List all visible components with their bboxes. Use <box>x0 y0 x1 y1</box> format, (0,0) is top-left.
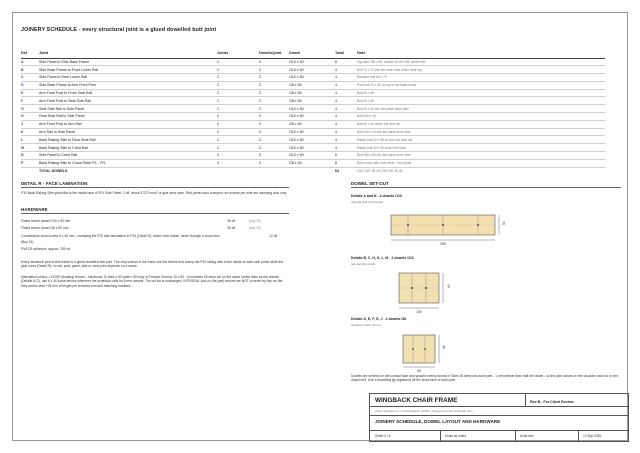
cell-joints: 2 <box>217 81 259 89</box>
table-row <box>21 81 605 89</box>
table-row <box>21 89 605 97</box>
cell-total: 4 <box>335 97 357 105</box>
part-face <box>403 335 435 363</box>
cell-note: Post butt 70 x 30 on top of the base frame <box>357 81 605 89</box>
dowel-hole <box>407 224 409 226</box>
cell-dowel: O10 x 50 <box>289 105 335 113</box>
cell-dowels-per-joint: 2 <box>259 89 289 97</box>
cell-det: A <box>21 58 39 66</box>
cell-dowel: O10 x 50 <box>289 144 335 152</box>
cell-joint: Side Panel to Side Base Frame <box>39 58 217 66</box>
cell-joints: 2 <box>217 152 259 160</box>
cell-dowel: O8 x 50 <box>289 81 335 89</box>
cell-joint: Seat Side Rail to Side Panel <box>39 105 217 113</box>
cell-dowels-per-joint: 2 <box>259 81 289 89</box>
cell-det: D <box>21 81 39 89</box>
cell-total: 4 <box>335 144 357 152</box>
hardware-label: Fluted beech dowel O10 x 50 mm <box>21 219 71 223</box>
table-row <box>21 97 605 105</box>
cell-joints: 2 <box>217 120 259 128</box>
col-header-dowels-per-joint: Dowels/joint <box>259 51 289 58</box>
cell-joint: Back Raking Stile to Crest Rail <box>39 144 217 152</box>
drawing-sheet <box>12 12 628 441</box>
dim-width-label: 100 <box>416 310 422 314</box>
divider <box>21 187 289 188</box>
hardware-note-1: Every structural joint in this frame is a glued dowelled butt joint. The only screws in the frame are the twelve that cramp the P10 raking stile to the inside of each side panel while the glue cures (Detail R); no rail, post, panel, stile or crest joint depends on a screw. <box>21 260 284 269</box>
table-row <box>21 74 605 82</box>
cell-joint: Side Base Frame to Front Lower Rail <box>39 66 217 74</box>
cell-joints: 2 <box>217 128 259 136</box>
cell-joint: Arm Front Post to Arm Rail <box>39 120 217 128</box>
cell-dowel: O10 x 50 <box>289 113 335 121</box>
detail-de-subtitle: sections under 40 mm <box>351 323 382 327</box>
cell-dowels-per-joint: 2 <box>259 136 289 144</box>
cell-dowel: O8 x 50 <box>289 89 335 97</box>
cell-dowel: O10 x 50 <box>289 128 335 136</box>
cell-joints: 2 <box>217 136 259 144</box>
cell-dowel: O8 x 50 <box>289 159 335 167</box>
cell-total: 4 <box>335 89 357 97</box>
cell-dowel: O10 x 50 <box>289 74 335 82</box>
cell-dowel: O10 x 50 <box>289 136 335 144</box>
cell-note: Butt 40 x 40 <box>357 89 605 97</box>
cell-note: Butt 150 x 40 into the panel inner face <box>357 128 605 136</box>
dowel-diagram-de <box>351 329 471 373</box>
cell-dowels-per-joint: 3 <box>259 152 289 160</box>
hardware-qty: 26 off <box>227 226 236 230</box>
hardware-heading: HARDWARE <box>21 207 48 212</box>
cell-total: 8 <box>335 159 357 167</box>
cell-joint: Back Raking Stile to Rear Seat Rail <box>39 136 217 144</box>
cell-joints: 2 <box>217 58 259 66</box>
divider <box>370 406 629 407</box>
cell-det: J <box>21 120 39 128</box>
revision-label: Rev B - For Client Review <box>530 400 574 404</box>
cell-det: E <box>21 89 39 97</box>
table-row <box>21 66 605 74</box>
cell-dowel: O10 x 50 <box>289 152 335 160</box>
total-note: O10 x 50: 38 off; O8 x 50: 26 off <box>357 169 403 174</box>
cell-joints: 2 <box>217 89 259 97</box>
divider <box>440 430 441 442</box>
divider <box>515 430 516 442</box>
cell-joint: Arm Front Post to Seat Side Rail <box>39 97 217 105</box>
cell-joints: 2 <box>217 113 259 121</box>
page-title: JOINERY SCHEDULE - every structural joint is a glued dowelled butt joint <box>21 27 217 33</box>
cell-joint: Arm Rail to Side Panel <box>39 128 217 136</box>
units-label: Units mm <box>520 434 534 438</box>
cell-dowel: O8 x 50 <box>289 120 335 128</box>
cell-dowels-per-joint: 2 <box>259 74 289 82</box>
hardware-label: Countersunk wood screw 5 x 45 mm - cramping the P10 stile lamination to P01 (Detail R); driven from inside, never through a show face <box>21 234 220 238</box>
cell-joints: 2 <box>217 105 259 113</box>
detail-de-title: Details D, E, F, G, J - 2 dowels O8 <box>351 317 407 321</box>
cell-dowel: O10 x 50 <box>289 58 335 66</box>
table-row <box>21 128 605 136</box>
detail-r-heading: DETAIL R - FACE LAMINATION <box>21 181 88 186</box>
dowel-diagram-bc <box>351 269 471 315</box>
divider <box>351 187 621 188</box>
sheet-number: Sheet 3 / 6 <box>375 434 391 438</box>
cell-total: 4 <box>335 136 357 144</box>
hardware-label: PVA D3 adhesive, approx. 250 ml <box>21 247 71 251</box>
hardware-label: (Buy 16) <box>21 240 34 244</box>
cell-det: K <box>21 128 39 136</box>
scale-label: Scale as noted <box>445 434 467 438</box>
divider <box>370 415 629 416</box>
cell-joints: 4 <box>217 159 259 167</box>
title-block-caption: Client: Branden G. | Cad Drawlink 10396 | Prepared by Ahmet Burak Yeni <box>375 409 473 413</box>
divider <box>370 430 629 431</box>
detail-an-subtitle: dog leg and crest joints <box>351 200 383 204</box>
cell-dowels-per-joint: 2 <box>259 120 289 128</box>
cell-det: N <box>21 152 39 160</box>
cell-joint: Side Base Frame to Arm Front Post <box>39 81 217 89</box>
divider <box>578 430 579 442</box>
cell-det: M <box>21 144 39 152</box>
cell-dowels-per-joint: 2 <box>259 128 289 136</box>
detail-an-title: Details A and N - 3 dowels O10 <box>351 194 402 198</box>
col-header-total: Total <box>335 51 357 58</box>
cell-joint: Rear Seat Rail to Side Panel <box>39 113 217 121</box>
divider <box>525 394 526 406</box>
hardware-unit: (buy 40) <box>249 219 262 223</box>
table-row <box>21 113 605 121</box>
cell-dowels-per-joint: 2 <box>259 105 289 113</box>
cell-note: Lay face 255 x 50; dowels on the 255 centre line <box>357 58 605 66</box>
cell-joint: Back Raking Stile to Cross Rails P/1 - P/2 <box>39 159 217 167</box>
hardware-item-dowel-10 <box>21 219 269 223</box>
cell-note: Both cross rails, both ends - four joints <box>357 159 605 167</box>
cell-note: Butt 70 x 70 into the inner face of the front leg <box>357 66 605 74</box>
cell-joint: Arm Front Post to Front Seat Rail <box>39 89 217 97</box>
cell-dowels-per-joint: 3 <box>259 58 289 66</box>
cell-joint: Side Panel to Crest Rail <box>39 152 217 160</box>
dim-height-label: 40 <box>447 284 451 288</box>
col-header-note: Note <box>357 51 605 58</box>
table-row <box>21 159 605 167</box>
project-title: WINGBACK CHAIR FRAME <box>375 397 458 404</box>
dim-height-label: 50 <box>502 221 506 225</box>
table-row <box>21 136 605 144</box>
hardware-item-screw-buy <box>21 240 269 244</box>
cell-det: P <box>21 159 39 167</box>
dowel-setout-note: Dowels are centred on the contact face and spaced evenly across it. Bore 26 deep into each part - 1 mm deeper than half the dowel - so the joint closes on the shoulder and not on the dowel end. Use a dowelling jig registered off the show face of each part. <box>351 374 619 383</box>
total-blank <box>21 167 39 175</box>
date-label: 12 Sep 2026 <box>583 434 602 438</box>
col-header-joint: Joint <box>39 51 217 58</box>
divider <box>21 213 289 214</box>
cell-joints: 2 <box>217 97 259 105</box>
hardware-label: Fluted beech dowel O8 x 50 mm <box>21 226 69 230</box>
cell-det: G <box>21 105 39 113</box>
dowel-setout-heading: DOWEL SET-OUT <box>351 181 389 186</box>
cell-total: 4 <box>335 105 357 113</box>
dim-height-label: 40 <box>442 345 446 349</box>
cell-dowel: O10 x 50 <box>289 66 335 74</box>
table-row <box>21 144 605 152</box>
table-row <box>21 152 605 160</box>
table-body <box>21 58 605 167</box>
cell-note: Butt 60 x 40 under the arm rail <box>357 120 605 128</box>
title-block <box>369 393 629 442</box>
cell-joint: Side Panel to Rear Lower Rail <box>39 74 217 82</box>
cell-joints: 2 <box>217 144 259 152</box>
table-total-row <box>21 167 605 175</box>
cell-note: Butt 150 x 40 <box>357 113 605 121</box>
cell-joints: 2 <box>217 66 259 74</box>
cell-det: H <box>21 113 39 121</box>
cell-dowels-per-joint: 2 <box>259 66 289 74</box>
cell-total: 6 <box>335 58 357 66</box>
joinery-schedule-table <box>21 51 605 175</box>
cell-note: Butt 40 x 40 <box>357 97 605 105</box>
cell-total: 4 <box>335 113 357 121</box>
col-header-det: Det <box>21 51 39 58</box>
detail-bc-title: Details B, C, H, K, L, M - 2 dowels O10 <box>351 256 414 260</box>
dowel-hole <box>412 348 414 350</box>
dowel-hole <box>424 348 426 350</box>
total-label: TOTAL DOWELS <box>39 169 68 174</box>
cell-dowels-per-joint: 2 <box>259 144 289 152</box>
cell-det: F <box>21 97 39 105</box>
detail-r-text: P10 Back Raking Stile glued flat to the inside face of P01 Side Panel: 2 off, about 57270 mm2 of glue area each. Rub jointed and cramped; six screws per side are clamping aids only. <box>21 191 287 195</box>
cell-joints: 2 <box>217 74 259 82</box>
table-row <box>21 120 605 128</box>
cell-det: L <box>21 136 39 144</box>
sheet-title: JOINERY SCHEDULE, DOWEL LAYOUT AND HARDWARE <box>375 419 501 424</box>
cell-note: Butt 40 x 40 into the panel inner face <box>357 105 605 113</box>
cell-dowels-per-joint: 2 <box>259 113 289 121</box>
cell-det: C <box>21 74 39 82</box>
cell-note: Raked butt 60 x 35 on the rear seat rail <box>357 136 605 144</box>
dowel-hole <box>442 224 444 226</box>
table-row <box>21 58 605 66</box>
dowel-hole <box>411 287 413 289</box>
cell-total: 4 <box>335 66 357 74</box>
hardware-unit: (buy 30) <box>249 226 262 230</box>
cell-total: 4 <box>335 120 357 128</box>
cell-total: 6 <box>335 152 357 160</box>
hardware-note-2: Alternative joinery: LOOSE (floating) tenons - hardwood 10 thick x 50 wide x 50 long, to Festool Domino 10 x 50 - in mortises 26 deep cut on the same centre lines as the dowels (Details A-G), use 6 x 40 loose tenons wherever the schedule calls for 8 mm dowels. The cut list is unchanged. INTEGRAL (cut-on-the-part) tenons are NOT covered by this cut list: they would need +25 mm of length per tenoned end and matching mortises. <box>21 275 283 288</box>
cell-note: Butt 255 x 50 into the panel inner face <box>357 152 605 160</box>
dowel-hole <box>425 287 427 289</box>
col-header-dowel: Dowel <box>289 51 335 58</box>
detail-bc-subtitle: rail and stile ends <box>351 262 376 266</box>
hardware-qty: 38 off <box>227 219 236 223</box>
hardware-item-glue <box>21 247 269 251</box>
hardware-item-screw <box>21 234 289 239</box>
cell-total: 4 <box>335 81 357 89</box>
dowel-diagram-an <box>351 207 511 247</box>
dim-width-label: 255 <box>440 242 446 246</box>
cell-total: 4 <box>335 128 357 136</box>
cell-note: Raked butt 40 x 30 under the crest <box>357 144 605 152</box>
cell-det: B <box>21 66 39 74</box>
cell-note: Rebated butt 60 x 70 <box>357 74 605 82</box>
table-row <box>21 105 605 113</box>
cell-total: 4 <box>335 74 357 82</box>
table-header-row <box>21 51 605 58</box>
dim-width-label: 60 <box>417 369 421 373</box>
dowel-hole <box>477 224 479 226</box>
cell-dowels-per-joint: 2 <box>259 97 289 105</box>
total-value: 64 <box>335 169 339 174</box>
hardware-qty: 12 off <box>269 234 278 238</box>
cell-dowels-per-joint: 2 <box>259 159 289 167</box>
hardware-item-dowel-8 <box>21 226 269 230</box>
col-header-joints: Joints <box>217 51 259 58</box>
cell-dowel: O8 x 50 <box>289 97 335 105</box>
